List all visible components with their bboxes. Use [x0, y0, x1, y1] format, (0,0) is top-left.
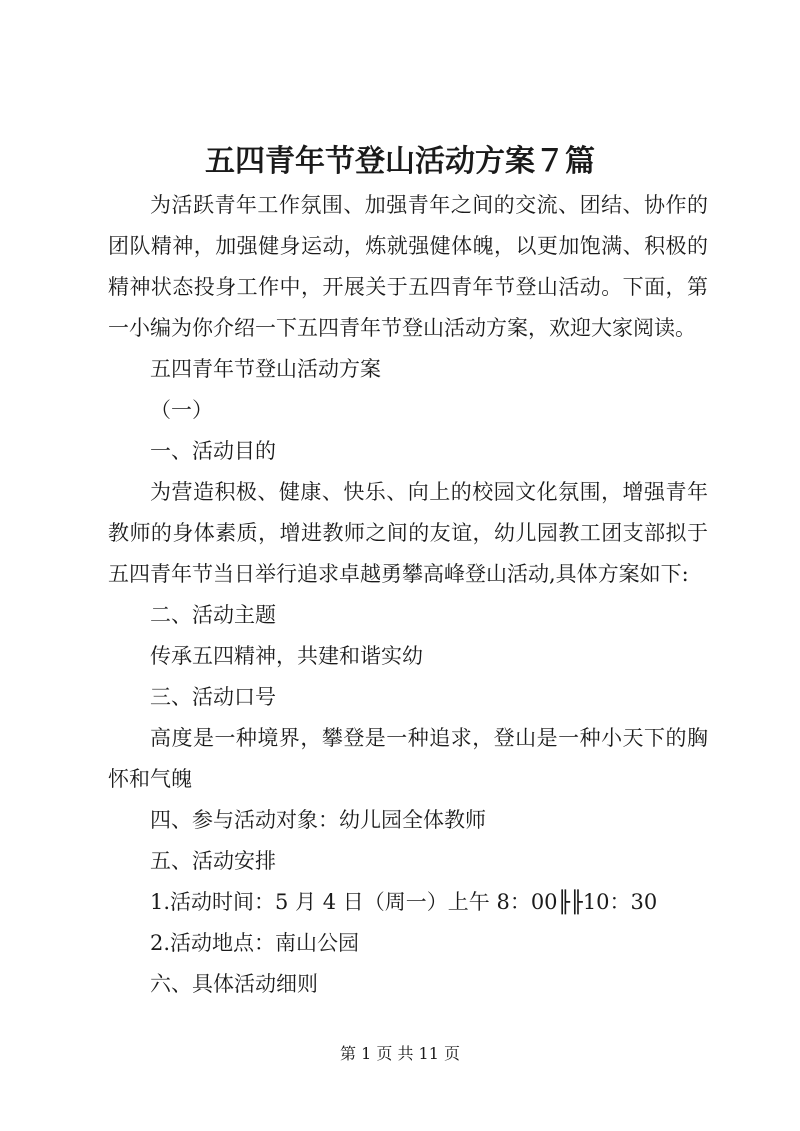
section-number: （一） — [150, 398, 213, 422]
document-title: 五四青年节登山活动方案７篇 — [205, 144, 595, 179]
activity-place: 2.活动地点：南山公园 — [150, 931, 360, 955]
heading-theme: 二、活动主题 — [150, 603, 276, 627]
purpose-paragraph: 为营造积极、健康、快乐、向上的校园文化氛围，增强青年教师的身体素质，增进教师之间的友谊，幼儿园教工团支部拟于五四青年节当日举行追求卓越勇攀高峰登山活动,具体方案如下: — [108, 480, 708, 586]
slogan-paragraph: 高度是一种境界，攀登是一种追求，登山是一种小天下的胸怀和气魄 — [108, 726, 708, 791]
heading-slogan: 三、活动口号 — [150, 685, 276, 709]
activity-time: 1.活动时间：5 月 4 日（周一）上午 8：00╟╟10：30 — [150, 890, 658, 914]
heading-arrangement: 五、活动安排 — [150, 849, 276, 873]
theme-text: 传承五四精神，共建和谐实幼 — [150, 644, 423, 668]
page-footer: 第 1 页 共 11 页 — [340, 1044, 460, 1063]
heading-purpose: 一、活动目的 — [150, 439, 276, 463]
heading-participants: 四、参与活动对象：幼儿园全体教师 — [150, 808, 486, 832]
heading-rules: 六、具体活动细则 — [150, 972, 318, 996]
plan-subtitle: 五四青年节登山活动方案 — [150, 357, 381, 381]
intro-paragraph: 为活跃青年工作氛围、加强青年之间的交流、团结、协作的团队精神，加强健身运动，炼就强健体魄，以更加饱满、积极的精神状态投身工作中，开展关于五四青年节登山活动。下面，第一小编为你介绍一下五四青年节登山活动方案，欢迎大家阅读。 — [108, 193, 708, 340]
